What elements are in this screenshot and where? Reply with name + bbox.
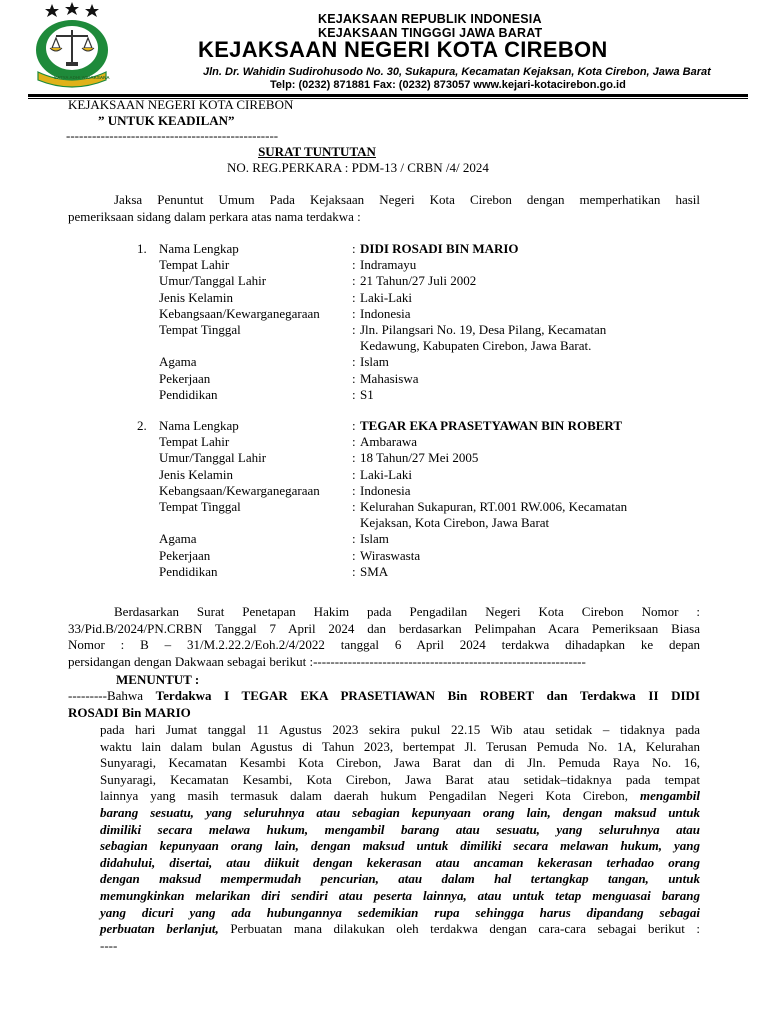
charge-body: [100, 722, 700, 954]
body-line: waktu lain dalam bulan Agustus di Tahun 2023, bertempat Jl. Terusan Pemuda No. 1A, Kelurahan: [100, 738, 700, 754]
charge-defendants-cont: ROSADI Bin MARIO: [68, 704, 191, 720]
basis-line: persidangan dengan Dakwaan sebagai berikut :---------------------------------------------------------------: [68, 653, 586, 669]
defendant-field-value: Jln. Pilangsari No. 19, Desa Pilang, Kecamatan: [360, 322, 607, 337]
letterhead-address: Jln. Dr. Wahidin Sudirohusodo No. 30, Sukapura, Kecamatan Kejaksan, Kota Cirebon, Jawa Barat: [203, 66, 711, 78]
defendant-field-value: Indramayu: [360, 257, 417, 273]
office-motto: ” UNTUK KEADILAN”: [98, 113, 235, 128]
defendant-field-label: Pendidikan: [159, 563, 218, 579]
defendant-field-label: Jenis Kelamin: [159, 466, 234, 482]
field-separator: :: [352, 450, 356, 466]
defendant-field-label: Umur/Tanggal Lahir: [159, 450, 267, 466]
field-separator: :: [352, 241, 356, 256]
field-separator: :: [352, 531, 356, 547]
defendant-field-value-cont: Kejaksan, Kota Cirebon, Jawa Barat: [360, 515, 550, 531]
office-divider: -------------------------------------------------: [66, 128, 279, 143]
intro-paragraph: [68, 192, 700, 225]
body-line: Sunyaragi, Kecamatan Kesambi Kota Cirebon, Jawa Barat dan di Jln. Pemuda Raya No. 16,: [100, 755, 700, 771]
menuntut-heading: MENUNTUT :: [116, 672, 200, 687]
defendant-field-value: DIDI ROSADI BIN MARIO: [360, 241, 519, 256]
field-separator: :: [352, 354, 356, 370]
body-emphasis: dimiliki secara melawa hukum, mengambil barang atau sesuatu, yang seluruhnya atau: [100, 821, 700, 837]
defendant-field-value: 21 Tahun/27 Juli 2002: [360, 273, 477, 289]
defendant-field-value: SMA: [360, 563, 389, 579]
defendant-field-label: Agama: [159, 354, 197, 370]
defendant-field-value: Islam: [360, 531, 389, 547]
defendant-field-value: Wiraswasta: [360, 547, 421, 563]
body-line: lainnya yang masih termasuk dalam daerah hukum Pengadilan Negeri Kota Cirebon,: [100, 788, 641, 804]
letterhead-title: KEJAKSAAN NEGERI KOTA CIREBON: [198, 37, 608, 62]
letterhead-line1: KEJAKSAAN REPUBLIK INDONESIA: [318, 12, 542, 26]
defendant-field-label: Kebangsaan/Kewarganegaraan: [159, 305, 320, 321]
defendant-number: 1.: [137, 241, 147, 256]
body-emphasis: mengambil: [640, 788, 700, 804]
defendant-field-label: Nama Lengkap: [159, 241, 239, 256]
defendant-field-label: Pekerjaan: [159, 370, 211, 386]
charge-prefix: ---------Bahwa: [68, 688, 156, 703]
field-separator: :: [352, 257, 356, 273]
logo: [24, 2, 120, 88]
defendant-field-value: Indonesia: [360, 305, 411, 321]
field-separator: :: [352, 547, 356, 563]
defendant-field-label: Kebangsaan/Kewarganegaraan: [159, 482, 320, 498]
field-separator: :: [352, 563, 356, 579]
defendant-field-label: Tempat Tinggal: [159, 499, 241, 514]
defendant-field-label: Umur/Tanggal Lahir: [159, 273, 267, 289]
basis-line: 33/Pid.B/2024/PN.CRBN Tanggal 7 April 2024 dan berdasarkan Pelimpahan Acara Pemeriksaan Biasa: [68, 620, 700, 636]
defendant-field-label: Tempat Lahir: [159, 257, 230, 273]
defendant-field-label: Tempat Lahir: [159, 434, 230, 450]
body-line: pada hari Jumat tanggal 11 Agustus 2023 sekira pukul 22.15 Wib atau setidak – tidaknya pada: [100, 722, 700, 737]
charge-paragraph: [68, 688, 700, 721]
field-separator: :: [352, 322, 356, 337]
body-line: Sunyaragi, Kecamatan Kesambi, Kota Cirebon, Jawa Barat atau setidak–tidaknya pada tempat: [100, 771, 700, 787]
logo-ribbon-text: SATYA ADHI WICAKSANA: [54, 75, 110, 80]
defendant-field-value: 18 Tahun/27 Mei 2005: [360, 450, 479, 466]
field-separator: :: [352, 434, 356, 450]
defendant-field-value: Laki-Laki: [360, 466, 412, 482]
body-line: ----: [100, 937, 118, 953]
defendant-field-value: Indonesia: [360, 482, 411, 498]
basis-line: Berdasarkan Surat Penetapan Hakim pada Pengadilan Negeri Kota Cirebon Nomor :: [114, 604, 700, 619]
charge-defendants: Terdakwa I TEGAR EKA PRASETIAWAN Bin ROBERT dan Terdakwa II DIDI: [155, 688, 700, 703]
field-separator: :: [352, 386, 356, 402]
defendant-field-value: Mahasiswa: [360, 370, 419, 386]
body-line: Perbuatan mana dilakukan oleh terdakwa dengan cara-cara sebagai berikut :: [218, 921, 700, 937]
defendant-field-value: TEGAR EKA PRASETYAWAN BIN ROBERT: [360, 418, 623, 433]
defendant-field-value: S1: [360, 386, 374, 402]
body-emphasis: dengan maksud mempermudah pencurian, atau dalam hal tertangkap tangan, untuk: [100, 871, 700, 887]
body-emphasis: didahului, disertai, atau diikuit dengan kekerasan atau ancaman kekerasan terhadao orang: [100, 854, 700, 870]
letterhead-line2: KEJAKSAAN TINGGGI JAWA BARAT: [318, 26, 543, 40]
defendant-field-value: Islam: [360, 354, 389, 370]
field-separator: :: [352, 466, 356, 482]
register-number: NO. REG.PERKARA : PDM-13 / CRBN /4/ 2024: [227, 160, 489, 175]
field-separator: :: [352, 418, 356, 433]
basis-paragraph: [68, 604, 700, 670]
basis-line: Nomor : B – 31/M.2.22.2/Eoh.2/4/2022 tanggal 6 April 2024 terdakwa dihadapkan ke depan: [68, 637, 700, 653]
field-separator: :: [352, 482, 356, 498]
body-emphasis: perbuatan berlanjut,: [100, 921, 219, 937]
defendant-field-label: Pendidikan: [159, 386, 218, 402]
intro-line: Jaksa Penuntut Umum Pada Kejaksaan Negeri Kota Cirebon dengan memperhatikan hasil: [114, 192, 700, 207]
defendant-field-value-cont: Kedawung, Kabupaten Cirebon, Jawa Barat.: [360, 338, 592, 354]
body-emphasis: barang sesuatu, yang seluruhnya atau sebagian kepunyaan orang lain, dengan maksud untuk: [100, 804, 700, 820]
defendant-field-label: Pekerjaan: [159, 547, 211, 563]
defendant-field-label: Agama: [159, 531, 197, 547]
field-separator: :: [352, 305, 356, 321]
defendant-field-value: Ambarawa: [360, 434, 418, 450]
field-separator: :: [352, 273, 356, 289]
intro-line: pemeriksaan sidang dalam perkara atas nama terdakwa :: [68, 208, 361, 224]
body-emphasis: memungkinkan melarikan diri sendiri atau peserta lainnya, atau untuk tetap menguasai barang: [100, 887, 700, 903]
field-separator: :: [352, 370, 356, 386]
field-separator: :: [352, 289, 356, 305]
document-title: SURAT TUNTUTAN: [258, 144, 376, 159]
defendant-field-value: Laki-Laki: [360, 289, 412, 305]
defendant-field-label: Jenis Kelamin: [159, 289, 234, 305]
defendant-field-label: Nama Lengkap: [159, 418, 239, 433]
body-emphasis: yang dicuri yang ada hubungannya sedemikian rupa sehingga harus dipandang sebagai: [100, 904, 700, 920]
defendant-field-value: Kelurahan Sukapuran, RT.001 RW.006, Kecamatan: [360, 499, 628, 514]
field-separator: :: [352, 499, 356, 514]
body-emphasis: sebagian kepunyaan orang lain, dengan maksud untuk dimiliki secara melawan hukum, yang: [100, 838, 700, 854]
letterhead-contact: Telp: (0232) 871881 Fax: (0232) 873057 www.kejari-kotacirebon.go.id: [270, 79, 626, 91]
office-name: KEJAKSAAN NEGERI KOTA CIREBON: [68, 97, 294, 112]
defendant-number: 2.: [137, 418, 147, 433]
defendant-field-label: Tempat Tinggal: [159, 322, 241, 337]
